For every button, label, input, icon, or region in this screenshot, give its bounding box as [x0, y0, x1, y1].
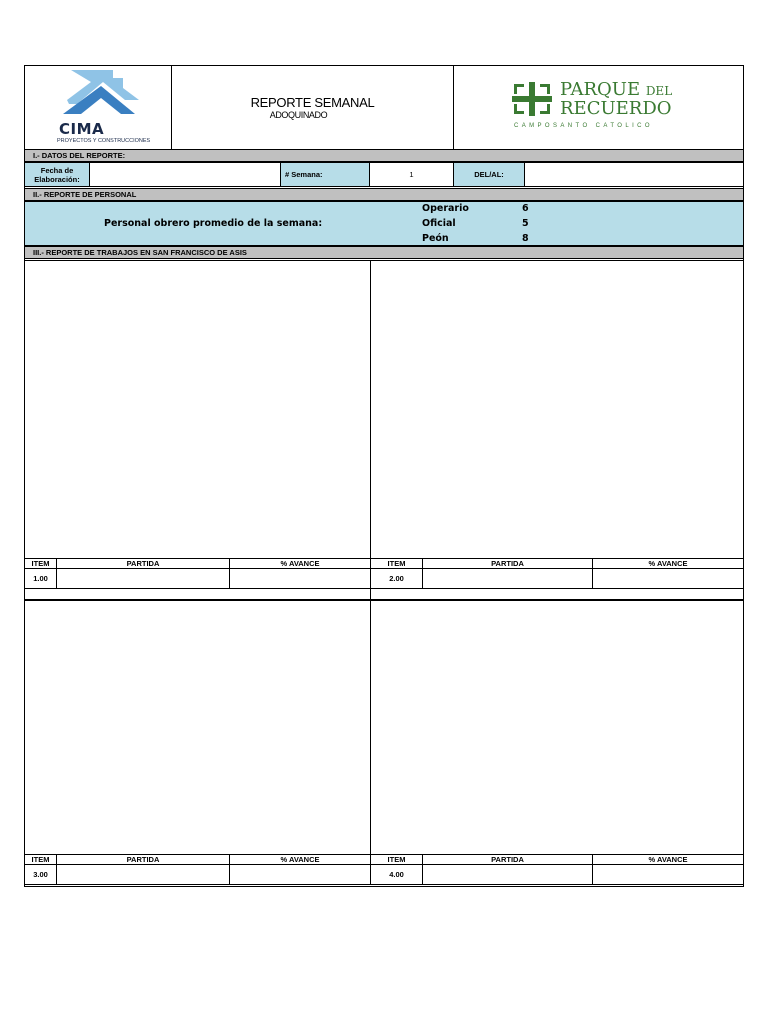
col-avance-header: % AVANCE [592, 558, 744, 569]
avance-cell-4[interactable] [592, 864, 744, 885]
avance-cell-1[interactable] [229, 568, 371, 589]
personal-box [24, 201, 744, 246]
col-item-header: ITEM [24, 558, 57, 569]
avance-cell-3[interactable] [229, 864, 371, 885]
photo-panel-2[interactable] [370, 260, 744, 559]
photo-panel-4[interactable] [370, 600, 744, 855]
col-avance-header: % AVANCE [229, 854, 371, 865]
col-item-header: ITEM [370, 558, 423, 569]
fecha-label: Fecha de Elaboración: [24, 162, 90, 187]
col-avance-header: % AVANCE [229, 558, 371, 569]
partida-cell-3[interactable] [56, 864, 230, 885]
role-oficial-count: 5 [522, 218, 529, 229]
role-oficial: Oficial [422, 218, 456, 229]
fecha-field[interactable] [89, 162, 281, 187]
item-cell-2: 2.00 [370, 568, 423, 589]
item-cell-3: 3.00 [24, 864, 57, 885]
personal-summary-label: Personal obrero promedio de la semana: [104, 218, 323, 229]
col-partida-header: PARTIDA [56, 558, 230, 569]
cima-logo-tagline: PROYECTOS Y CONSTRUCCIONES [57, 138, 151, 144]
item-cell-1: 1.00 [24, 568, 57, 589]
col-partida-header: PARTIDA [422, 558, 593, 569]
page-subtitle: ADOQUINADO [269, 110, 328, 120]
photo-panel-1[interactable] [24, 260, 371, 559]
role-peon-count: 8 [522, 233, 529, 244]
partida-cell-1[interactable] [56, 568, 230, 589]
parque-logo-del: DEL [645, 84, 673, 98]
item-cell-4: 4.00 [370, 864, 423, 885]
cima-logo-name: CIMA [59, 120, 105, 138]
col-item-header: ITEM [24, 854, 57, 865]
parque-logo-line2: RECUERDO [560, 98, 672, 119]
spacer-row [370, 588, 744, 600]
section-1-header: I.- DATOS DEL REPORTE: [24, 149, 744, 162]
photo-panel-3[interactable] [24, 600, 371, 855]
semana-field[interactable]: 1 [369, 162, 454, 187]
role-operario: Operario [422, 203, 469, 214]
role-operario-count: 6 [522, 203, 529, 214]
parque-logo-main: PARQUE [560, 79, 641, 100]
col-avance-header: % AVANCE [592, 854, 744, 865]
col-partida-header: PARTIDA [56, 854, 230, 865]
section-2-header: II.- REPORTE DE PERSONAL [24, 188, 744, 201]
role-peon: Peón [422, 233, 449, 244]
partida-cell-2[interactable] [422, 568, 593, 589]
page-title: REPORTE SEMANAL [250, 95, 375, 110]
partida-cell-4[interactable] [422, 864, 593, 885]
col-item-header: ITEM [370, 854, 423, 865]
col-partida-header: PARTIDA [422, 854, 593, 865]
section-3-header: III.- REPORTE DE TRABAJOS EN SAN FRANCISCO DE ASIS [24, 246, 744, 259]
semana-label: # Semana: [280, 162, 370, 187]
spacer-row [24, 588, 371, 600]
parque-logo-tagline: CAMPOSANTO CATOLICO [514, 123, 653, 129]
avance-cell-2[interactable] [592, 568, 744, 589]
delal-label: DEL/AL: [453, 162, 525, 187]
delal-field[interactable] [524, 162, 744, 187]
